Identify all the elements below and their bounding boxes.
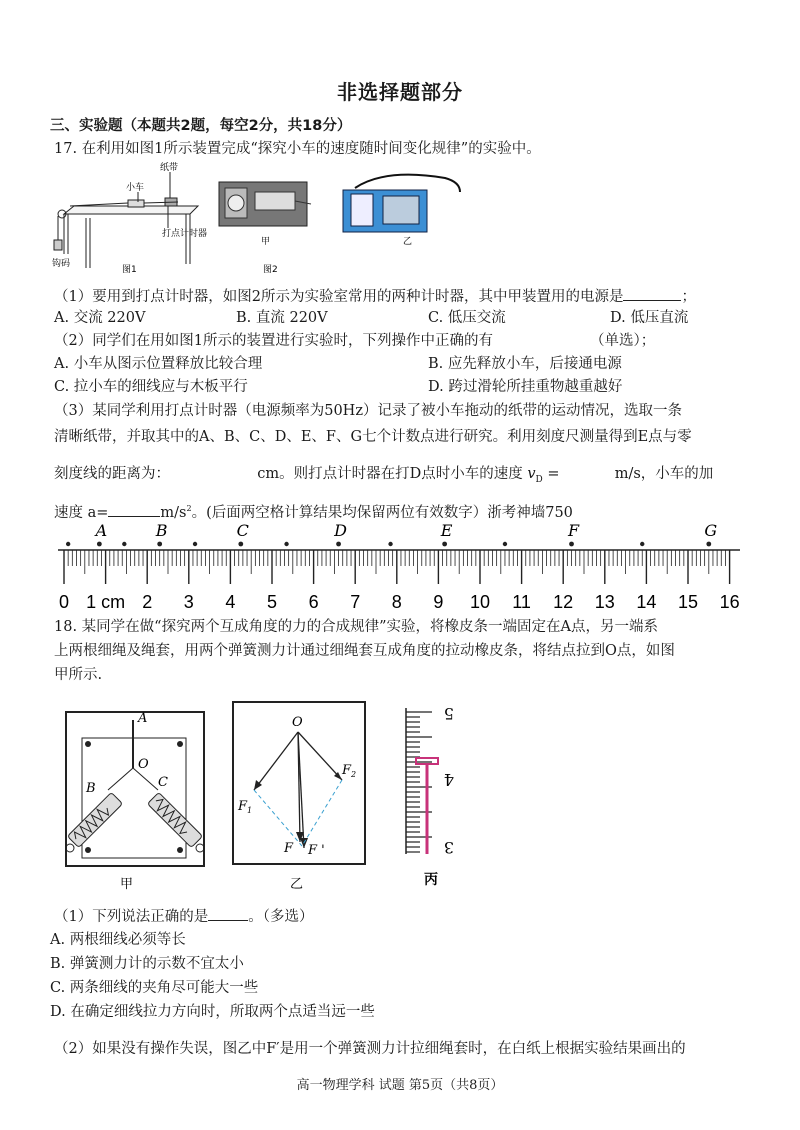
ruler-label: 6 (308, 592, 319, 612)
count-point-F (569, 542, 574, 547)
fig1-label-cart: 小车 (126, 183, 145, 193)
q18-stem-line3: 甲所示. (54, 667, 103, 683)
q17-part3-line4: 速度 $a= m/s^2$。(后面两空格计算结果均保留两位有效数字）浙考神墙750 (54, 500, 573, 522)
q17-p2-option-c: C. 拉小车的细线应与木板平行 (54, 379, 248, 395)
ruler-label: 4 (225, 592, 236, 612)
q18-option-b: B. 弹簧测力计的示数不宜太小 (50, 956, 244, 972)
q17-part3-line1: （3）某同学利用打点计时器（电源频率为50Hz）记录了被小车拖动的纸带的运动情况，选取一条 (54, 403, 682, 419)
yi-label-f: F (284, 841, 294, 856)
q17-p1-option-b: B. 直流 220V (236, 310, 328, 326)
count-point-label: F (567, 522, 580, 540)
q17-p1-option-d: D. 低压直流 (610, 310, 689, 326)
answer-blank[interactable] (623, 286, 681, 301)
ruler-label: 2 (142, 592, 153, 612)
q18-option-a: A. 两根细线必须等长 (50, 932, 186, 948)
fig2-label-yi: 乙 (403, 237, 413, 247)
figure-jia (60, 708, 210, 892)
q17-p2-option-a: A. 小车从图示位置释放比较合理 (54, 356, 263, 372)
q18-part1: （1）下列说法正确的是 。（多选） (54, 906, 313, 926)
fig1-label-tape: 纸带 (160, 163, 179, 173)
figure-yi (230, 700, 370, 894)
fig2-label-jia: 甲 (261, 237, 271, 247)
count-point-label: A (95, 522, 108, 540)
q17-part2: （2）同学们在用如图1所示的装置进行实验时，下列操作中正确的有 (54, 333, 493, 349)
figure-2-timers (215, 168, 475, 280)
q17-part3-line3: 刻度线的距离为： cm。则打点计时器在打D点时小车的速度 $v_D = m/s$，小车的加 (54, 466, 714, 485)
bing-tick-4: 4 (443, 770, 454, 789)
q17-p1-option-c: C. 低压交流 (428, 310, 506, 326)
ruler-label: 9 (433, 592, 444, 612)
ruler-label: 1 cm (86, 592, 126, 612)
ruler-label: 16 (719, 592, 740, 612)
count-point-label: G (704, 522, 718, 540)
q17-part1: （1）要用到打点计时器，如图2所示为实验室常用的两种计时器，其中甲装置用的电源是 ； (54, 286, 696, 306)
fig2-caption: 图2 (263, 265, 278, 275)
ruler-label: 11 (512, 592, 531, 612)
jia-caption: 甲 (120, 877, 134, 892)
ruler-label: 12 (553, 592, 574, 612)
count-point-D (336, 542, 341, 547)
timer-yi-image (343, 175, 460, 232)
figure-1-apparatus (50, 162, 210, 280)
tape-ruler (50, 522, 750, 614)
count-point-E (442, 542, 447, 547)
bing-caption: 丙 (424, 872, 438, 888)
bing-tick-3: 3 (443, 838, 454, 857)
page-footer: 高一物理学科 试题 第5页（共8页） (296, 1078, 504, 1093)
ruler-label: 10 (469, 592, 491, 612)
spring-scale-c (147, 792, 202, 847)
yi-label-f-prime: F ' (308, 843, 325, 858)
ruler-label: 13 (594, 592, 615, 612)
jia-label-b: B (86, 781, 96, 796)
jia-label-a: A (138, 711, 148, 726)
bing-tick-5: 5 (443, 704, 454, 723)
spring-scale-b (67, 792, 122, 847)
jia-label-c: C (158, 775, 168, 790)
q18-stem-line1: 18. 某同学在做“探究两个互成角度的力的合成规律”实验，将橡皮条一端固定在A点，另一端系 (54, 619, 658, 635)
q17-part3-line2: 清晰纸带，并取其中的A、B、C、D、E、F、G七个计数点进行研究。利用刻度尺测量得到E点与零 (54, 429, 692, 445)
q17-p2-option-b: B. 应先释放小车，后接通电源 (428, 356, 622, 372)
yi-label-f2: $F_2$ (342, 763, 357, 779)
count-point-B (157, 542, 162, 547)
yi-label-f1: $F_1$ (238, 799, 253, 815)
q18-stem-line2: 上两根细绳及绳套，用两个弹簧测力计通过细绳套互成角度的拉动橡皮条，将结点拉到O点，如图 (54, 643, 675, 659)
q18-option-c: C. 两条细线的夹角尽可能大一些 (50, 980, 259, 996)
count-point-label: D (334, 522, 347, 540)
ruler-label: 15 (677, 592, 699, 612)
timer-jia-image (219, 182, 311, 226)
count-point-C (238, 542, 243, 547)
tape-dot (388, 542, 392, 546)
tape-dot (503, 542, 507, 546)
page-title: 非选择题部分 (337, 80, 463, 104)
ruler-label: 5 (266, 592, 278, 612)
ruler-label: 14 (636, 592, 657, 612)
answer-blank-acceleration[interactable] (108, 502, 160, 517)
tape-dot (640, 542, 644, 546)
tape-dot (122, 542, 126, 546)
fig1-label-weight: 钩码 (52, 259, 71, 269)
figure-bing-spring-scale (396, 704, 476, 890)
ruler-label: 8 (391, 592, 402, 612)
q17-stem: 17. 在利用如图1所示装置完成“探究小车的速度随时间变化规律”的实验中。 (54, 141, 541, 157)
tape-dot (284, 542, 288, 546)
yi-caption: 乙 (290, 877, 304, 892)
q17-p1-option-a: A. 交流 220V (54, 310, 146, 326)
count-point-A (97, 542, 102, 547)
count-point-label: C (236, 522, 249, 540)
tape-dot (193, 542, 197, 546)
section-heading: 三、实验题（本题共2题，每空2分，共18分） (50, 118, 352, 134)
q17-part2-tail: （单选）； (590, 333, 656, 349)
q17-p2-option-d: D. 跨过滑轮所挂重物越重越好 (428, 379, 623, 395)
count-point-G (706, 542, 711, 547)
q18-option-d: D. 在确定细线拉力方向时，所取两个点适当远一些 (50, 1004, 375, 1020)
count-point-label: E (440, 522, 453, 540)
count-point-label: B (155, 522, 168, 540)
fig1-label-timer: 打点计时器 (162, 229, 208, 239)
ruler-label: 0 (58, 592, 70, 612)
ruler-label: 7 (350, 592, 361, 612)
answer-blank-q18-1[interactable] (208, 906, 248, 921)
yi-label-o: O (292, 715, 303, 730)
tape-dot (66, 542, 70, 546)
q18-part2: （2）如果没有操作失误，图乙中F′是用一个弹簧测力计拉细绳套时，在白纸上根据实验结果画出的 (54, 1041, 686, 1057)
ruler-label: 3 (183, 592, 194, 612)
fig1-caption: 图1 (122, 265, 137, 275)
jia-label-o: O (138, 757, 149, 772)
